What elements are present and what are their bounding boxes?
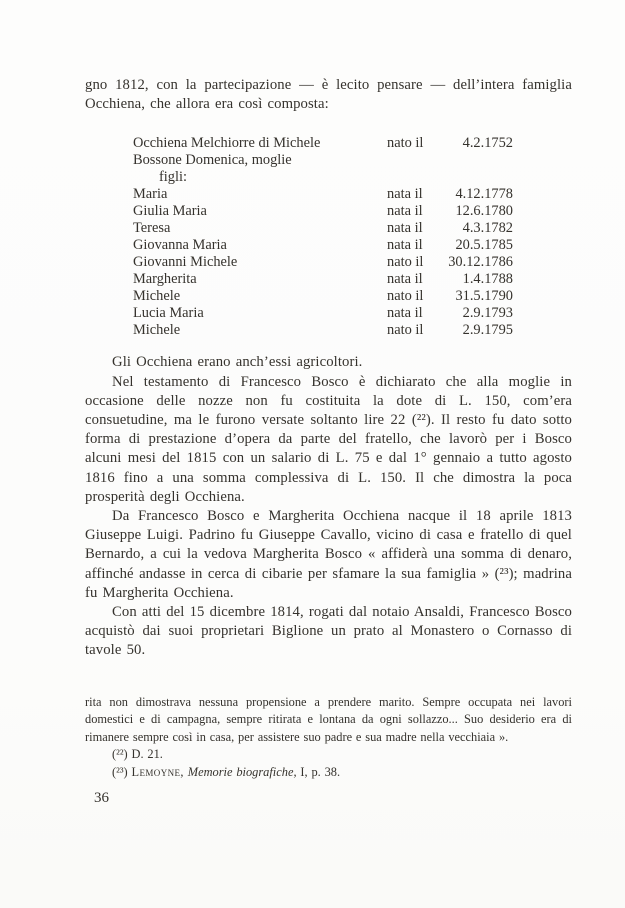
born-label: nato il — [387, 135, 424, 152]
born-label — [387, 152, 441, 169]
family-list-row — [133, 254, 513, 271]
born-label: nato il — [387, 288, 424, 305]
family-list-row — [133, 169, 513, 186]
birth-date: 20.5.1785 — [455, 237, 513, 254]
family-list-row — [133, 220, 513, 237]
body-paragraph: Con atti del 15 dicembre 1814, rogati dal notaio Ansaldi, Francesco Bosco acquistò dai suoi proprietari Biglione un prato al Monastero o Cornasso di tavole 50. — [85, 604, 572, 659]
person-name: Giovanni Michele — [133, 254, 238, 271]
person-name: Michele — [133, 322, 181, 339]
footnote-22: (²²) D. 21. — [112, 747, 163, 762]
footnote-23-reference: I, p. 38. — [300, 765, 341, 780]
birth-date: 1.4.1788 — [462, 271, 513, 288]
birth-date: 2.9.1795 — [462, 322, 513, 339]
family-list-row — [133, 322, 513, 339]
footnote-23-author: Lemoyne, — [131, 765, 184, 780]
person-name: figli: — [159, 169, 187, 186]
footnote-23-marker: (²³) — [112, 765, 128, 780]
paragraph-intro: gno 1812, con la partecipazione — è lecito pensare — dell’intera famiglia Occhiena, che allora era così composta: — [85, 77, 572, 113]
born-label: nato il — [387, 254, 424, 271]
birth-date: 31.5.1790 — [455, 288, 513, 305]
birth-date — [441, 152, 513, 169]
family-list-row — [133, 288, 513, 305]
person-name: Michele — [133, 288, 181, 305]
family-list-row — [133, 203, 513, 220]
body-paragraphs — [85, 353, 572, 660]
born-label: nata il — [387, 186, 423, 203]
family-list-row — [133, 186, 513, 203]
page-number: 36 — [94, 789, 109, 806]
birth-date: 30.12.1786 — [448, 254, 513, 271]
birth-date — [441, 169, 513, 186]
person-name: Teresa — [133, 220, 171, 237]
footnote-23 — [85, 764, 572, 782]
family-list-row — [133, 135, 513, 152]
born-label: nata il — [387, 271, 423, 288]
body-paragraph: Da Francesco Bosco e Margherita Occhiena nacque il 18 aprile 1813 Giuseppe Luigi. Padrino fu Giuseppe Cavallo, vicino di casa e fratello di quel Bernardo, a cui la vedova Margherita Bosco « affiderà una somma di denaro, affinché andasse in cerca di cibarie per sfamare la sua famiglia » (²³); madrina fu Margherita Occhiena. — [85, 508, 572, 601]
born-label — [387, 169, 441, 186]
body-paragraph: Gli Occhiena erano anch’essi agricoltori. — [112, 354, 363, 371]
birth-date: 4.2.1752 — [462, 135, 513, 152]
birth-date: 2.9.1793 — [462, 305, 513, 322]
family-list-row — [133, 152, 513, 169]
person-name: Bossone Domenica, moglie — [133, 152, 292, 169]
birth-date: 4.3.1782 — [462, 220, 513, 237]
born-label: nato il — [387, 322, 424, 339]
person-name: Maria — [133, 186, 168, 203]
person-name: Giovanna Maria — [133, 237, 227, 254]
born-label: nata il — [387, 305, 423, 322]
born-label: nata il — [387, 203, 423, 220]
family-list-row — [133, 271, 513, 288]
person-name: Margherita — [133, 271, 197, 288]
text-block — [85, 76, 572, 807]
birth-date: 12.6.1780 — [455, 203, 513, 220]
footnotes-section — [85, 694, 572, 782]
family-list-row — [133, 305, 513, 322]
footnote-continuation: rita non dimostrava nessuna propensione a prendere marito. Sempre occupata nei lavori domestici e di campagna, sempre ritirata e lontana da ogni sollazzo... Suo desiderio era di rimanere sempre così in casa, per assistere suo padre e sua madre nella vecchiaia ». — [85, 694, 572, 744]
person-name: Lucia Maria — [133, 305, 204, 322]
born-label: nata il — [387, 220, 423, 237]
birth-date: 4.12.1778 — [455, 186, 513, 203]
family-birth-list — [133, 135, 513, 339]
born-label: nata il — [387, 237, 423, 254]
body-paragraph: Nel testamento di Francesco Bosco è dichiarato che alla moglie in occasione delle nozze non fu costituita la dote di L. 150, com’era consuetudine, ma le furono versate soltanto lire 22 (²²). Il resto fu dato sotto forma di prestazione d’opera da parte del fratello, che lavorò per i Bosco alcuni mesi del 1815 con un salario di L. 75 e dal 1° gennaio a tutto agosto 1816 fino a una somma complessiva di L. 150. Il che dimostra la poca prosperità degli Occhiena. — [85, 373, 572, 505]
person-name: Giulia Maria — [133, 203, 207, 220]
family-list-row — [133, 237, 513, 254]
person-name: Occhiena Melchiorre di Michele — [133, 135, 321, 152]
footnote-23-title: Memorie biografiche, — [187, 765, 297, 780]
